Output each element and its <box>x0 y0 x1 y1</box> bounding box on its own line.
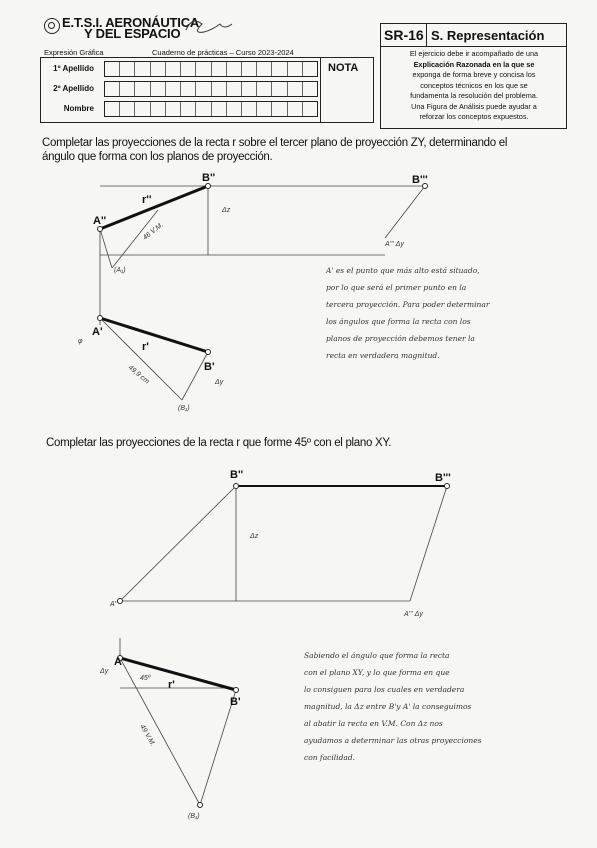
ex2-label-a1: A' <box>114 656 125 668</box>
ex1-label-r2: r'' <box>142 194 152 206</box>
ex2-point-b2 <box>234 484 239 489</box>
ex1-label-vm1: 46 V.M. <box>141 221 165 242</box>
ex2-point-bx <box>198 803 203 808</box>
ex2-line-r1 <box>120 658 236 690</box>
ex1-label-b3: B''' <box>412 174 428 186</box>
ex2-explanation-line: magnitud, la Δz entre B'y A' la conseguimos <box>304 702 472 711</box>
ex1-label-a1: A' <box>92 326 103 338</box>
ex2-point-a2 <box>118 599 123 604</box>
ex2-explanation-line: con el plano XY, y lo que forma en que <box>304 668 450 677</box>
ex2-explanation-line: lo consiguen para los cuales en verdadera <box>304 685 465 694</box>
ex2-label-b1: B' <box>230 696 241 708</box>
ex2-explanation-line: con facilidad. <box>304 753 356 762</box>
course-label: Cuaderno de prácticas – Curso 2023-2024 <box>152 48 294 57</box>
ex1-explanation-line: los ángulos que forma la recta con los <box>326 317 471 326</box>
instruction-line: Una Figura de Análisis puede ayudar a <box>411 101 537 111</box>
ex1-explanation-line: tercera proyección. Para poder determinar <box>326 300 490 309</box>
instruction-line: conceptos técnicos en los que se <box>420 80 528 90</box>
ex2-label-vm: 49 V.M. <box>138 723 157 748</box>
ex1-label-dz: Δz <box>222 207 231 214</box>
sheet-code: SR-16 <box>384 27 424 43</box>
ex2-label-b3: B''' <box>435 472 451 484</box>
ex2-aux-a2-b2 <box>120 486 236 601</box>
ex2-label-bx: (B₁) <box>188 813 200 820</box>
ex2-label-dy: Δy <box>100 668 109 675</box>
instruction-line: Explicación Razonada en la que se <box>413 59 535 69</box>
field-label-apellido2: 2º Apellido <box>53 84 94 93</box>
ex1-label-bx: (B₁) <box>178 405 190 412</box>
instruction-line: fundamenta la resolución del problema. <box>410 91 538 100</box>
ex2-label-b2: B'' <box>230 469 244 481</box>
ex2-explanation-line: Sabiendo el ángulo que forma la recta <box>304 651 450 660</box>
ex2-third-proj <box>410 486 447 601</box>
ex1-explanation-line: recta en verdadera magnitud. <box>326 351 440 360</box>
ex1-label-ax: (A₁) <box>114 267 126 274</box>
instruction-line: El ejercicio debe ir acompañado de una <box>409 49 539 58</box>
exercise2-explanation <box>304 647 584 766</box>
ex2-explanation-line: ayudamos a determinar las otras proyecciones <box>304 736 482 745</box>
instruction-line: reforzar los conceptos expuestos. <box>419 112 529 121</box>
ex2-label-angle: 45º <box>140 675 151 682</box>
ex1-label-vm2: 49,9 cm <box>126 364 151 386</box>
exercise1-statement-line2: ángulo que forma con los planos de proyección. <box>42 151 273 163</box>
school-name-line2: Y DEL ESPACIO <box>84 26 181 41</box>
exercise1-statement-line1: Completar las proyecciones de la recta r sobre el tercer plano de proyección ZY, determinando el <box>42 137 508 149</box>
ex2-label-dz: Δz <box>250 533 259 540</box>
ex1-label-phi: φ <box>78 338 83 345</box>
ex2-point-b3 <box>445 484 450 489</box>
field-label-apellido1: 1º Apellido <box>53 64 94 73</box>
ex2-label-r1: r' <box>168 679 175 691</box>
ex2-label-a2: A'' <box>110 601 118 608</box>
ex1-label-dy: Δy <box>215 379 224 386</box>
ex2-vm-line <box>120 658 200 805</box>
ex2-explanation-line: al abatir la recta en V.M. Con Δz nos <box>304 719 443 728</box>
grade-label: NOTA <box>328 62 359 74</box>
ex2-point-b1 <box>234 688 239 693</box>
school-name-line1: E.T.S.I. AERONÁUTICA <box>62 15 200 30</box>
ex1-label-b2: B'' <box>202 172 216 184</box>
ex1-explanation-line: A' es el punto que más alto está situado, <box>326 266 480 275</box>
ex1-label-r1: r' <box>142 341 149 353</box>
instruction-line: exponga de forma breve y concisa los <box>412 70 536 79</box>
ex1-explanation-line: por lo que será el primer punto en la <box>326 283 467 292</box>
ex2-label-a3: A''' Δy <box>404 611 423 618</box>
ex1-label-a2: A'' <box>93 215 107 227</box>
ex1-label-a3: A''' Δy <box>385 241 404 248</box>
department-label: Expresión Gráfica <box>44 48 104 57</box>
ex1-explanation-line: planos de proyección debemos tener la <box>326 334 475 343</box>
sheet-title: S. Representación <box>431 28 545 43</box>
ex1-label-b1: B' <box>204 361 215 373</box>
field-label-nombre: Nombre <box>63 104 94 113</box>
exercise2-statement: Completar las proyecciones de la recta r que forme 45º con el plano XY. <box>46 437 392 449</box>
